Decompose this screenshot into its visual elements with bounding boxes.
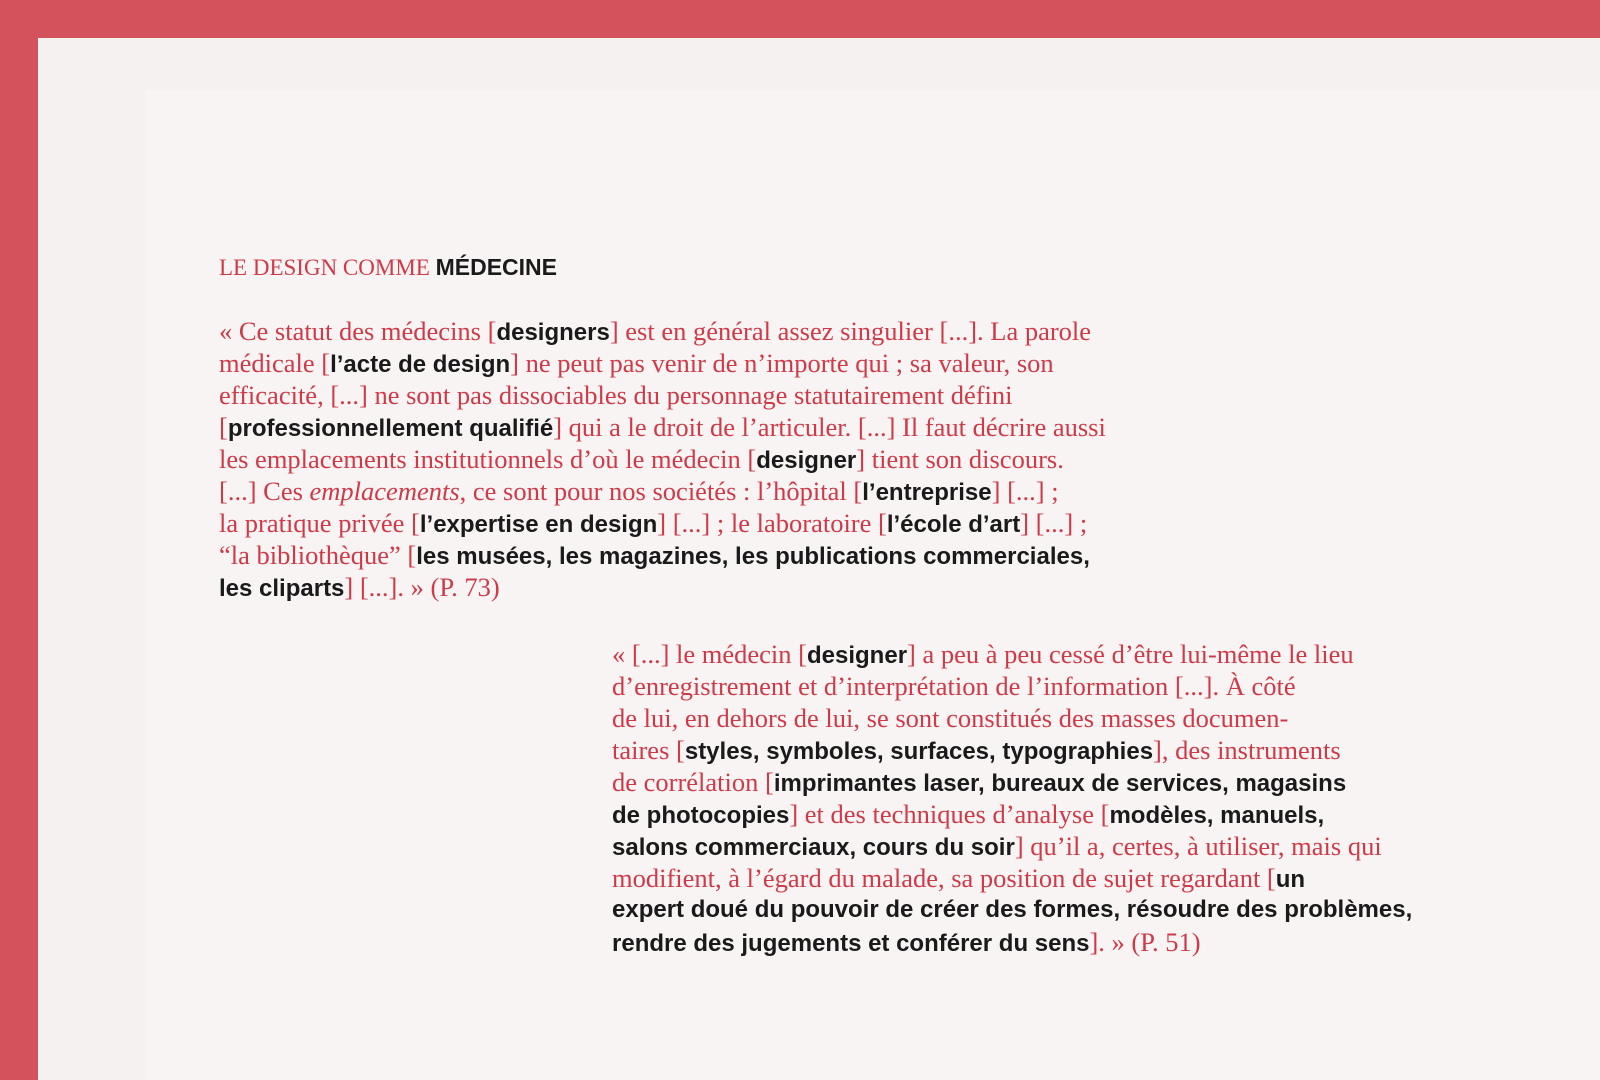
quote-line [612, 638, 1412, 670]
bold-term: les musées, les magazines, les publications commerciales, [416, 543, 1090, 570]
quote-line [612, 830, 1412, 862]
bold-term: les cliparts [219, 575, 345, 602]
bold-term: salons commerciaux, cours du soir [612, 834, 1015, 861]
quote-text: de lui, en dehors de lui, se sont constitués des masses documen- [612, 703, 1289, 733]
quote-line [612, 862, 1412, 894]
quote-text: taires [ [612, 735, 685, 765]
quote-text: ] et des techniques d’analyse [ [789, 799, 1110, 829]
heading-bold-part: MÉDECINE [435, 254, 557, 280]
bold-term: l’entreprise [862, 479, 992, 506]
quote-line [612, 894, 1412, 926]
bold-term: expert doué du pouvoir de créer des formes, résoudre des problèmes, [612, 896, 1413, 923]
bold-term: designers [496, 319, 610, 346]
quote-text: , ce sont pour nos sociétés : l’hôpital [ [459, 476, 863, 506]
quote-line [612, 670, 1412, 702]
quote-block-2 [612, 638, 1412, 958]
bold-term: l’école d’art [886, 511, 1021, 538]
italic-text: emplacements [309, 476, 460, 506]
quote-text: ] [...] ; le laboratoire [ [657, 508, 887, 538]
quote-text: « [...] le médecin [ [612, 639, 807, 669]
quote-line [219, 539, 1106, 571]
bold-term: rendre des jugements et conférer du sens [612, 930, 1090, 957]
quote-line [612, 702, 1412, 734]
quote-text: ] [...] ; [991, 476, 1059, 506]
bold-term: designer [756, 447, 857, 474]
bold-term: designer [807, 642, 908, 669]
quote-text: la pratique privée [ [219, 508, 420, 538]
quote-block-1 [219, 315, 1106, 603]
heading-serif-part: LE DESIGN COMME [219, 255, 436, 280]
quote-line [219, 443, 1106, 475]
quote-line [612, 734, 1412, 766]
quote-text: [ [219, 412, 228, 442]
quote-line [219, 507, 1106, 539]
bold-term: styles, symboles, surfaces, typographies [684, 738, 1154, 765]
quote-text: de corrélation [ [612, 767, 774, 797]
bold-term: professionnellement qualifié [227, 415, 554, 442]
quote-text: [...] Ces [219, 476, 310, 506]
quote-line [612, 798, 1412, 830]
quote-text: “la bibliothèque” [ [219, 540, 417, 570]
bold-term: modèles, manuels, [1109, 802, 1325, 829]
quote-line [219, 347, 1106, 379]
bold-term: un [1275, 866, 1306, 893]
quote-text: « Ce statut des médecins [ [219, 316, 497, 346]
bold-term: l’acte de design [330, 351, 511, 378]
quote-text: modifient, à l’égard du malade, sa position de sujet regardant [ [612, 863, 1276, 893]
quote-text: les emplacements institutionnels d’où le médecin [ [219, 444, 757, 474]
quote-text: ] qui a le droit de l’articuler. [...] Il faut décrire aussi [553, 412, 1106, 442]
quote-line [219, 475, 1106, 507]
quote-text: ] a peu à peu cessé d’être lui-même le lieu [907, 639, 1354, 669]
quote-text: ]. » (P. 51) [1089, 927, 1201, 957]
quote-text: médicale [ [219, 348, 331, 378]
bold-term: l’expertise en design [419, 511, 658, 538]
section-heading [219, 253, 557, 282]
quote-text: ], des instruments [1153, 735, 1341, 765]
quote-line [612, 926, 1412, 958]
bold-term: de photocopies [612, 802, 790, 829]
quote-text: efficacité, [...] ne sont pas dissociables du personnage statutairement défini [219, 380, 1013, 410]
quote-line [219, 571, 1106, 603]
quote-text: ] tient son discours. [856, 444, 1064, 474]
quote-text: ] [...] ; [1020, 508, 1088, 538]
quote-text: ] qu’il a, certes, à utiliser, mais qui [1014, 831, 1382, 861]
quote-text: d’enregistrement et d’interprétation de l’information [...]. À côté [612, 671, 1296, 701]
quote-line [612, 766, 1412, 798]
quote-text: ] [...]. » (P. 73) [344, 572, 500, 602]
quote-text: ] est en général assez singulier [...]. La parole [609, 316, 1092, 346]
bold-term: imprimantes laser, bureaux de services, magasins [773, 770, 1347, 797]
quote-text: ] ne peut pas venir de n’importe qui ; sa valeur, son [510, 348, 1054, 378]
quote-line [219, 315, 1106, 347]
quote-line [219, 411, 1106, 443]
quote-line [219, 379, 1106, 411]
